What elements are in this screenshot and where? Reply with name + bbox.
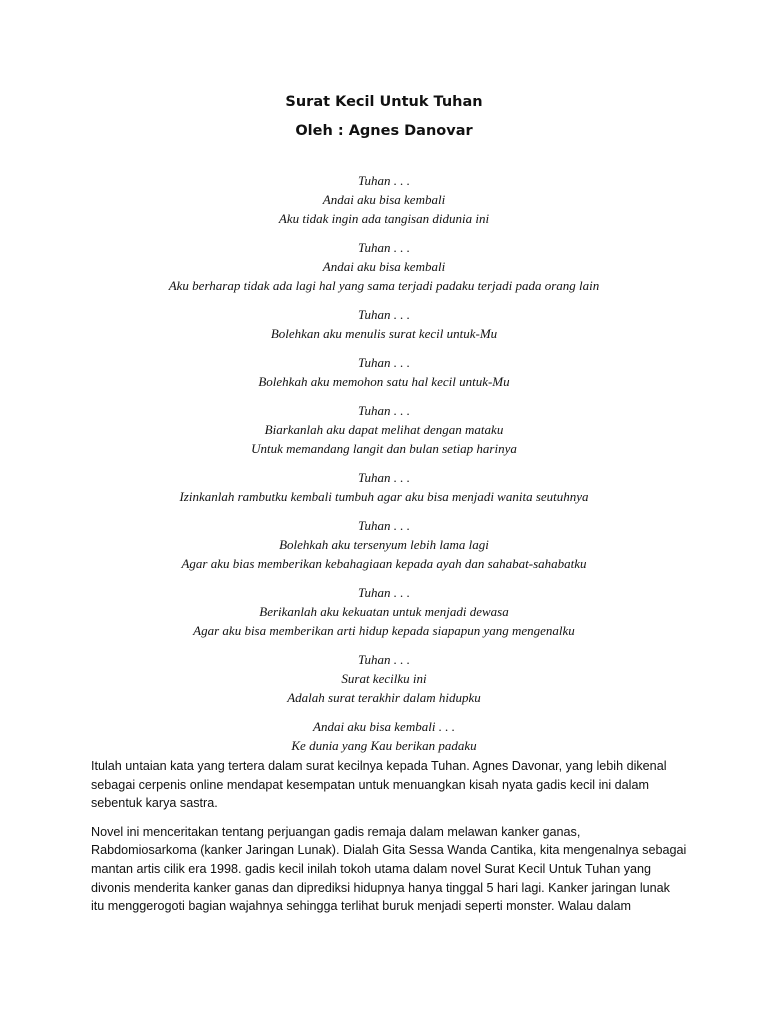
poem-line: Berikanlah aku kekuatan untuk menjadi dewasa bbox=[259, 604, 509, 619]
poem-line: Adalah surat terakhir dalam hidupku bbox=[287, 690, 481, 705]
poem-stanza bbox=[0, 401, 768, 458]
poem-line: Tuhan . . . bbox=[357, 585, 410, 600]
document-title: Surat Kecil Untuk Tuhan bbox=[285, 94, 483, 110]
poem-line: Agar aku bias memberikan kebahagiaan kepada ayah dan sahabat-sahabatku bbox=[181, 556, 587, 571]
paragraph-line: Itulah untaian kata yang tertera dalam surat kecilnya kepada Tuhan. Agnes Davonar, yang lebih dikenal bbox=[91, 759, 667, 773]
poem-stanza bbox=[0, 516, 768, 573]
poem-line: Surat kecilku ini bbox=[341, 671, 427, 686]
paragraph bbox=[91, 823, 687, 916]
poem-stanza bbox=[0, 353, 768, 391]
paragraph bbox=[91, 757, 681, 813]
paragraph-line: sebagai cerpenis online mendapat kesempatan untuk menuangkan kisah nyata gadis kecil ini dalam bbox=[91, 777, 649, 792]
poem bbox=[0, 171, 768, 765]
poem-line: Bolehkah aku memohon satu hal kecil untuk-Mu bbox=[258, 374, 510, 389]
poem-stanza bbox=[0, 717, 768, 755]
poem-line: Untuk memandang langit dan bulan setiap harinya bbox=[251, 441, 517, 456]
poem-line: Aku tidak ingin ada tangisan didunia ini bbox=[278, 211, 490, 226]
poem-line: Tuhan . . . bbox=[357, 518, 410, 533]
paragraph-line: divonis menderita kanker ganas dan diprediksi hidupnya hanya tinggal 5 hari lagi. Kanker jaringan lunak bbox=[91, 880, 670, 895]
poem-stanza bbox=[0, 171, 768, 228]
poem-stanza bbox=[0, 468, 768, 506]
poem-stanza bbox=[0, 650, 768, 707]
paragraph-line: Novel ini menceritakan tentang perjuangan gadis remaja dalam melawan kanker ganas, bbox=[91, 824, 581, 839]
poem-line: Ke dunia yang Kau berikan padaku bbox=[291, 738, 477, 753]
poem-line: Tuhan . . . bbox=[357, 307, 410, 322]
poem-line: Tuhan . . . bbox=[357, 403, 410, 418]
poem-line: Tuhan . . . bbox=[357, 652, 410, 667]
author-line: Oleh : Agnes Danovar bbox=[295, 123, 473, 139]
poem-stanza bbox=[0, 583, 768, 640]
poem-line: Tuhan . . . bbox=[357, 240, 410, 255]
poem-stanza bbox=[0, 238, 768, 295]
poem-line: Bolehkan aku menulis surat kecil untuk-Mu bbox=[270, 326, 498, 341]
poem-line: Tuhan . . . bbox=[357, 470, 410, 485]
poem-line: Aku berharap tidak ada lagi hal yang sama terjadi padaku terjadi pada orang lain bbox=[168, 278, 600, 293]
paragraph-line: Rabdomiosarkoma (kanker Jaringan Lunak). Dialah Gita Sessa Wanda Cantika, kita mengenalnya sebagai bbox=[91, 843, 687, 858]
poem-line: Izinkanlah rambutku kembali tumbuh agar aku bisa menjadi wanita seutuhnya bbox=[179, 489, 589, 504]
poem-line: Andai aku bisa kembali bbox=[322, 259, 446, 274]
poem-stanza bbox=[0, 305, 768, 343]
poem-line: Bolehkah aku tersenyum lebih lama lagi bbox=[279, 537, 489, 552]
paragraph-line: itu menggerogoti bagian wajahnya sehingga terlihat buruk menjadi seperti monster. Walau dalam bbox=[91, 899, 631, 914]
paragraph-line: mantan artis cilik era 1998. gadis kecil inilah tokoh utama dalam novel Surat Kecil Untuk Tuhan yang bbox=[91, 861, 652, 876]
poem-line: Agar aku bisa memberikan arti hidup kepada siapapun yang mengenalku bbox=[193, 623, 575, 638]
body-text bbox=[91, 757, 687, 926]
poem-line: Andai aku bisa kembali bbox=[322, 192, 446, 207]
poem-line: Biarkanlah aku dapat melihat dengan mataku bbox=[264, 422, 504, 437]
poem-line: Tuhan . . . bbox=[357, 355, 410, 370]
poem-line: Andai aku bisa kembali . . . bbox=[313, 719, 455, 734]
paragraph-line: sebentuk karya sastra. bbox=[91, 796, 218, 811]
poem-line: Tuhan . . . bbox=[357, 173, 410, 188]
